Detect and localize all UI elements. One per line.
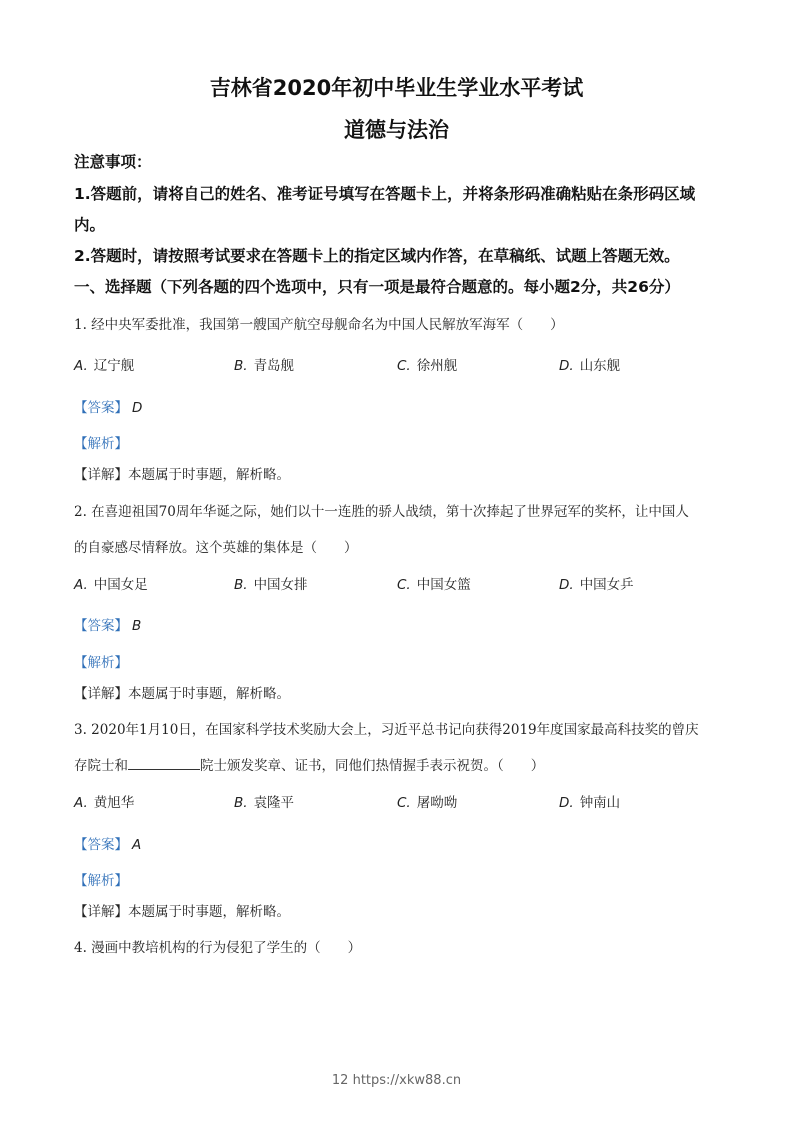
q3-answer: 【答案】 A	[74, 837, 142, 853]
q2-analysis-tag: 【解析】	[74, 655, 128, 671]
question-1-stem: 1. 经中央军委批准，我国第一艘国产航空母舰命名为中国人民解放军海军（ ）	[74, 317, 564, 333]
notice-item-2: 2.答题时，请按照考试要求在答题卡上的指定区域内作答，在草稿纸、试题上答题无效。	[74, 247, 680, 265]
exam-subject: 道德与法治	[344, 118, 449, 142]
q3-option-b: B. 袁隆平	[234, 795, 295, 811]
q2-option-c: C. 中国女篮	[397, 577, 471, 593]
q2-option-d: D. 中国女乒	[559, 577, 634, 593]
q3-option-a: A. 黄旭华	[74, 795, 135, 811]
q3-analysis-tag: 【解析】	[74, 873, 128, 889]
q1-option-c: C. 徐州舰	[397, 358, 458, 374]
q1-analysis-tag: 【解析】	[74, 436, 128, 452]
question-2-stem-line2: 的自豪感尽情释放。这个英雄的集体是（ ）	[74, 540, 358, 556]
q2-detail: 【详解】本题属于时事题，解析略。	[74, 686, 290, 702]
q1-detail: 【详解】本题属于时事题，解析略。	[74, 467, 290, 483]
q3-option-c: C. 屠呦呦	[397, 795, 458, 811]
notice-heading: 注意事项：	[74, 153, 152, 171]
q1-option-d: D. 山东舰	[559, 358, 621, 374]
question-4-stem: 4. 漫画中教培机构的行为侵犯了学生的（ ）	[74, 940, 362, 956]
q2-answer: 【答案】 B	[74, 618, 142, 634]
section-heading: 一、选择题（下列各题的四个选项中，只有一项是最符合题意的。每小题2分，共26分）	[74, 278, 680, 296]
q3-option-d: D. 钟南山	[559, 795, 621, 811]
q3-detail: 【详解】本题属于时事题，解析略。	[74, 904, 290, 920]
question-2-stem-line1: 2. 在喜迎祖国70周年华诞之际，她们以十一连胜的骄人战绩，第十次捧起了世界冠军的奖杯，让中国人	[74, 504, 689, 520]
q2-option-b: B. 中国女排	[234, 577, 308, 593]
notice-item-1-cont: 内。	[74, 216, 106, 234]
notice-item-1: 1.答题前，请将自己的姓名、准考证号填写在答题卡上，并将条形码准确粘贴在条形码区域	[74, 185, 696, 203]
q1-answer: 【答案】 D	[74, 400, 143, 416]
q2-option-a: A. 中国女足	[74, 577, 148, 593]
question-3-stem-line1: 3. 2020年1月10日，在国家科学技术奖励大会上，习近平总书记向获得2019年度国家最高科技奖的曾庆	[74, 722, 699, 738]
q1-option-a: A. 辽宁舰	[74, 358, 135, 374]
q1-option-b: B. 青岛舰	[234, 358, 295, 374]
exam-title: 吉林省2020年初中毕业生学业水平考试	[209, 76, 584, 100]
fill-in-blank	[128, 757, 200, 770]
page-footer: 12 https://xkw88.cn	[331, 1073, 462, 1088]
question-3-stem-line2: 存院士和 院士颁发奖章、证书，同他们热情握手表示祝贺。（ ）	[74, 758, 545, 774]
